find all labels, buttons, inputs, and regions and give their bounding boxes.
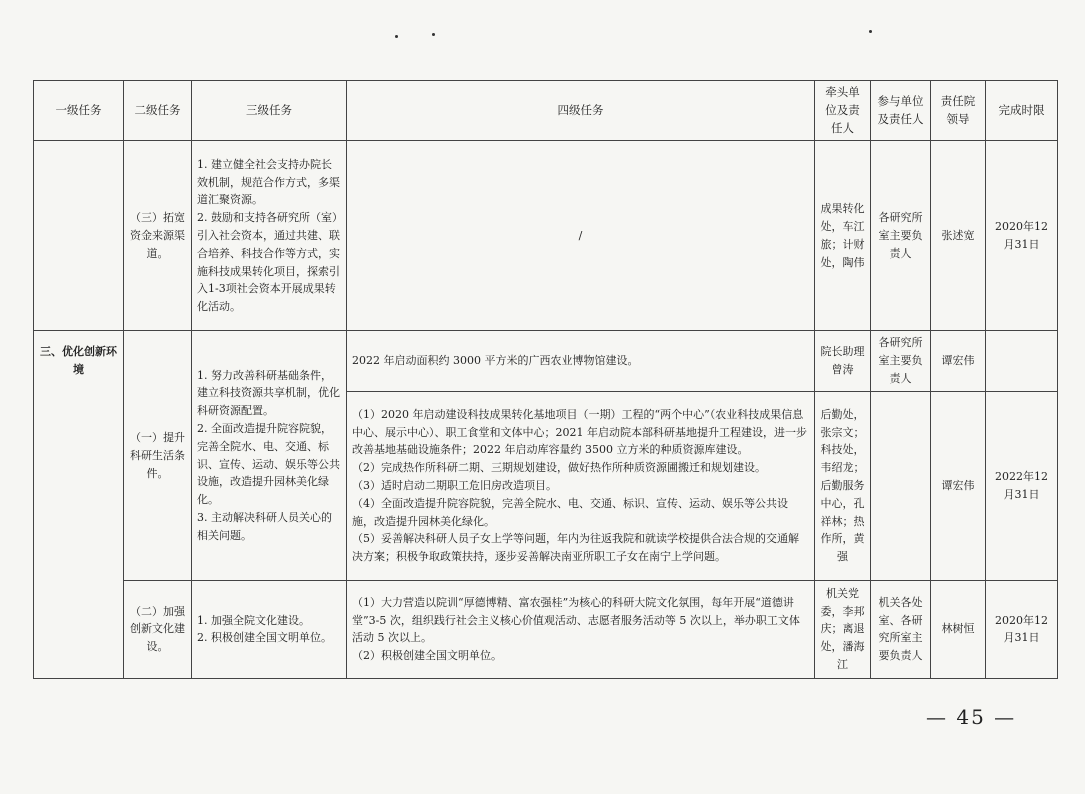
lead-cell: 机关党委，李邦庆；离退处，潘海江 [815,580,871,678]
level1-cell-empty [34,141,124,331]
level4-cell [347,580,815,678]
level3-item: 1. 加强全院文化建设。 [197,613,310,627]
table-row [34,580,1058,678]
deadline-cell: 2022年12月31日 [986,391,1058,580]
level4-item: （1）2020 年启动建设科技成果转化基地项目（一期）工程的“两个中心”（农业科技成果信息中心、展示中心）、职工食堂和文体中心；2021 年启动院本部科研基地提升工程建设，进一步改善基地基础设施条件；2022 年启动库容量约 3500 立方米的种质资源库建设。 [352,407,807,457]
deadline-cell: 2020年12月31日 [986,580,1058,678]
level4-item: （2）完成热作所科研二期、三期规划建设，做好热作所种质资源圃搬迁和规划建设。 [352,461,766,475]
header-participants: 参与单位及责任人 [871,81,931,141]
task-table [33,80,1058,679]
level1-cell: 三、优化创新环境 [34,331,124,678]
leader-cell: 谭宏伟 [931,331,986,391]
scan-speck [869,30,872,33]
level3-item: 2. 全面改造提升院容院貌，完善全院水、电、交通、标识、宣传、运动、娱乐等公共设施，改造提升园林美化绿化。 [197,422,340,507]
deadline-cell [986,331,1058,391]
header-deadline: 完成时限 [986,81,1058,141]
level2-cell: （三）拓宽资金来源渠道。 [124,141,192,331]
leader-cell: 谭宏伟 [931,391,986,580]
level3-cell [192,331,347,580]
header-level4: 四级任务 [347,81,815,141]
lead-cell: 院长助理曾涛 [815,331,871,391]
scan-speck [432,33,435,36]
table-row [34,141,1058,331]
level4-cell: / [347,141,815,331]
level3-item: 3. 主动解决科研人员关心的相关问题。 [197,511,332,542]
deadline-cell: 2020年12月31日 [986,141,1058,331]
level3-item: 2. 积极创建全国文明单位。 [197,631,332,645]
participants-cell: 各研究所室主要负责人 [871,141,931,331]
level4-item: （1）大力营造以院训“厚德博精、富农强桂”为核心的科研大院文化氛围，每年开展“道德讲堂”3-5 次，组织践行社会主义核心价值观活动、志愿者服务活动等 5 次以上，举办职工文体活动 5 次以上。 [352,595,800,645]
level4-item: （3）适时启动二期职工危旧房改造项目。 [352,478,557,492]
table-row [34,331,1058,391]
participants-cell: 机关各处室、各研究所室主要负责人 [871,580,931,678]
level4-item: （2）积极创建全国文明单位。 [352,649,502,663]
header-row [34,81,1058,141]
level4-cell: 2022 年启动面积约 3000 平方米的广西农业博物馆建设。 [347,331,815,391]
level4-cell [347,391,815,580]
header-level3: 三级任务 [192,81,347,141]
header-level2: 二级任务 [124,81,192,141]
leader-cell: 张述宽 [931,141,986,331]
header-lead: 牵头单位及责任人 [815,81,871,141]
scan-speck [395,35,398,38]
level3-item: 1. 建立健全社会支持办院长效机制，规范合作方式，多渠道汇聚资源。 [197,157,340,207]
lead-cell: 后勤处，张宗文；科技处，韦绍龙；后勤服务中心，孔祥林；热作所，黄强 [815,391,871,580]
participants-cell: 各研究所室主要负责人 [871,331,931,391]
level2-cell: （一）提升科研生活条件。 [124,331,192,580]
level3-item: 1. 努力改善科研基础条件，建立科技资源共享机制，优化科研资源配置。 [197,368,340,418]
participants-cell-empty [871,391,931,580]
header-leader: 责任院领导 [931,81,986,141]
leader-cell: 林树恒 [931,580,986,678]
level3-cell [192,141,347,331]
level3-item: 2. 鼓励和支持各研究所（室）引入社会资本，通过共建、联合培养、科技合作等方式，实施科技成果转化项目，探索引入1-3项社会资本开展成果转化活动。 [197,211,340,314]
level4-item: （5）妥善解决科研人员子女上学等问题，年内为往返我院和就读学校提供合法合规的交通解决方案；积极争取政策扶持，逐步妥善解决南亚所职工子女在南宁上学问题。 [352,532,799,564]
level2-cell: （二）加强创新文化建设。 [124,580,192,678]
level4-item: （4）全面改造提升院容院貌，完善全院水、电、交通、标识、宣传、运动、娱乐等公共设施，改造提升园林美化绿化。 [352,496,788,528]
page-number: — 45 — [926,705,1017,729]
level3-cell [192,580,347,678]
header-level1: 一级任务 [34,81,124,141]
lead-cell: 成果转化处，车江旅；计财处，陶伟 [815,141,871,331]
